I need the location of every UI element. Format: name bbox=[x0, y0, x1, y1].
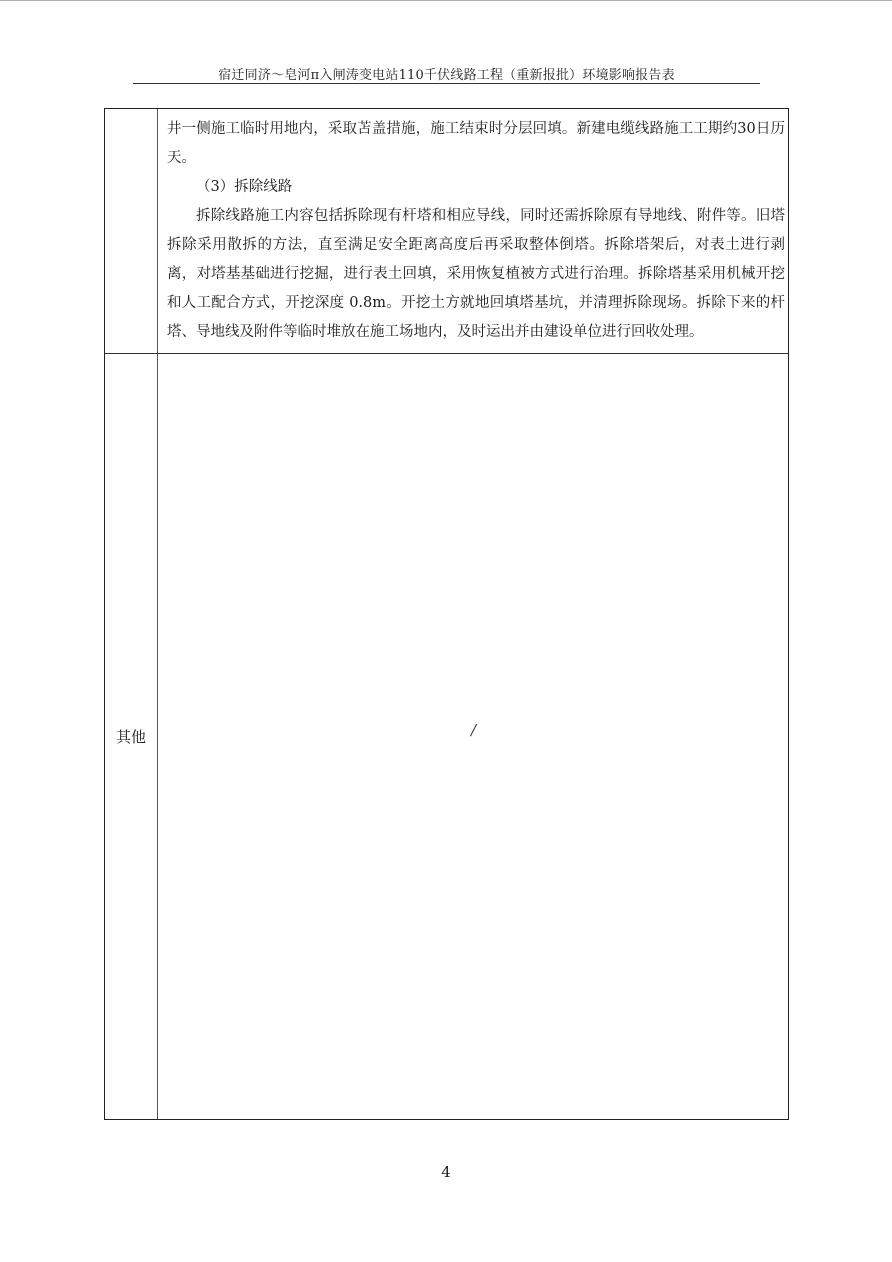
report-table bbox=[104, 108, 789, 1120]
page-header-title: 宿迁同济～皂河π入闸涛变电站110千伏线路工程（重新报批）环境影响报告表 bbox=[218, 68, 675, 83]
construction-text-cell bbox=[167, 115, 785, 347]
column-divider bbox=[157, 354, 158, 1119]
page-number: 4 bbox=[441, 1163, 451, 1181]
column-divider bbox=[157, 109, 158, 353]
header-underline bbox=[133, 83, 760, 84]
subheading-demolition: （3）拆除线路 bbox=[196, 179, 293, 195]
row-label-empty bbox=[105, 109, 157, 353]
paragraph-cable-construction: 井一侧施工临时用地内，采取苫盖措施，施工结束时分层回填。新建电缆线路施工工期约30日历天。 bbox=[167, 121, 785, 166]
table-row-other bbox=[105, 354, 788, 1119]
top-border-line bbox=[0, 0, 892, 1]
table-row-construction bbox=[105, 109, 788, 354]
row-label-other: 其他 bbox=[115, 728, 146, 746]
paragraph-demolition-details: 拆除线路施工内容包括拆除现有杆塔和相应导线，同时还需拆除原有导地线、附件等。旧塔拆除采用散拆的方法，直至满足安全距离高度后再采取整体倒塔。拆除塔架后，对表土进行剥离，对塔基基础进行挖掘，进行表土回填，采用恢复植被方式进行治理。拆除塔基采用机械开挖和人工配合方式，开挖深度 0.8m。开挖土方就地回填塔基坑，并清理拆除现场。拆除下来的杆塔、导地线及附件等临时堆放在施工场地内，及时运出并由建设单位进行回收处理。 bbox=[167, 208, 785, 340]
other-content-slash: / bbox=[471, 721, 477, 739]
